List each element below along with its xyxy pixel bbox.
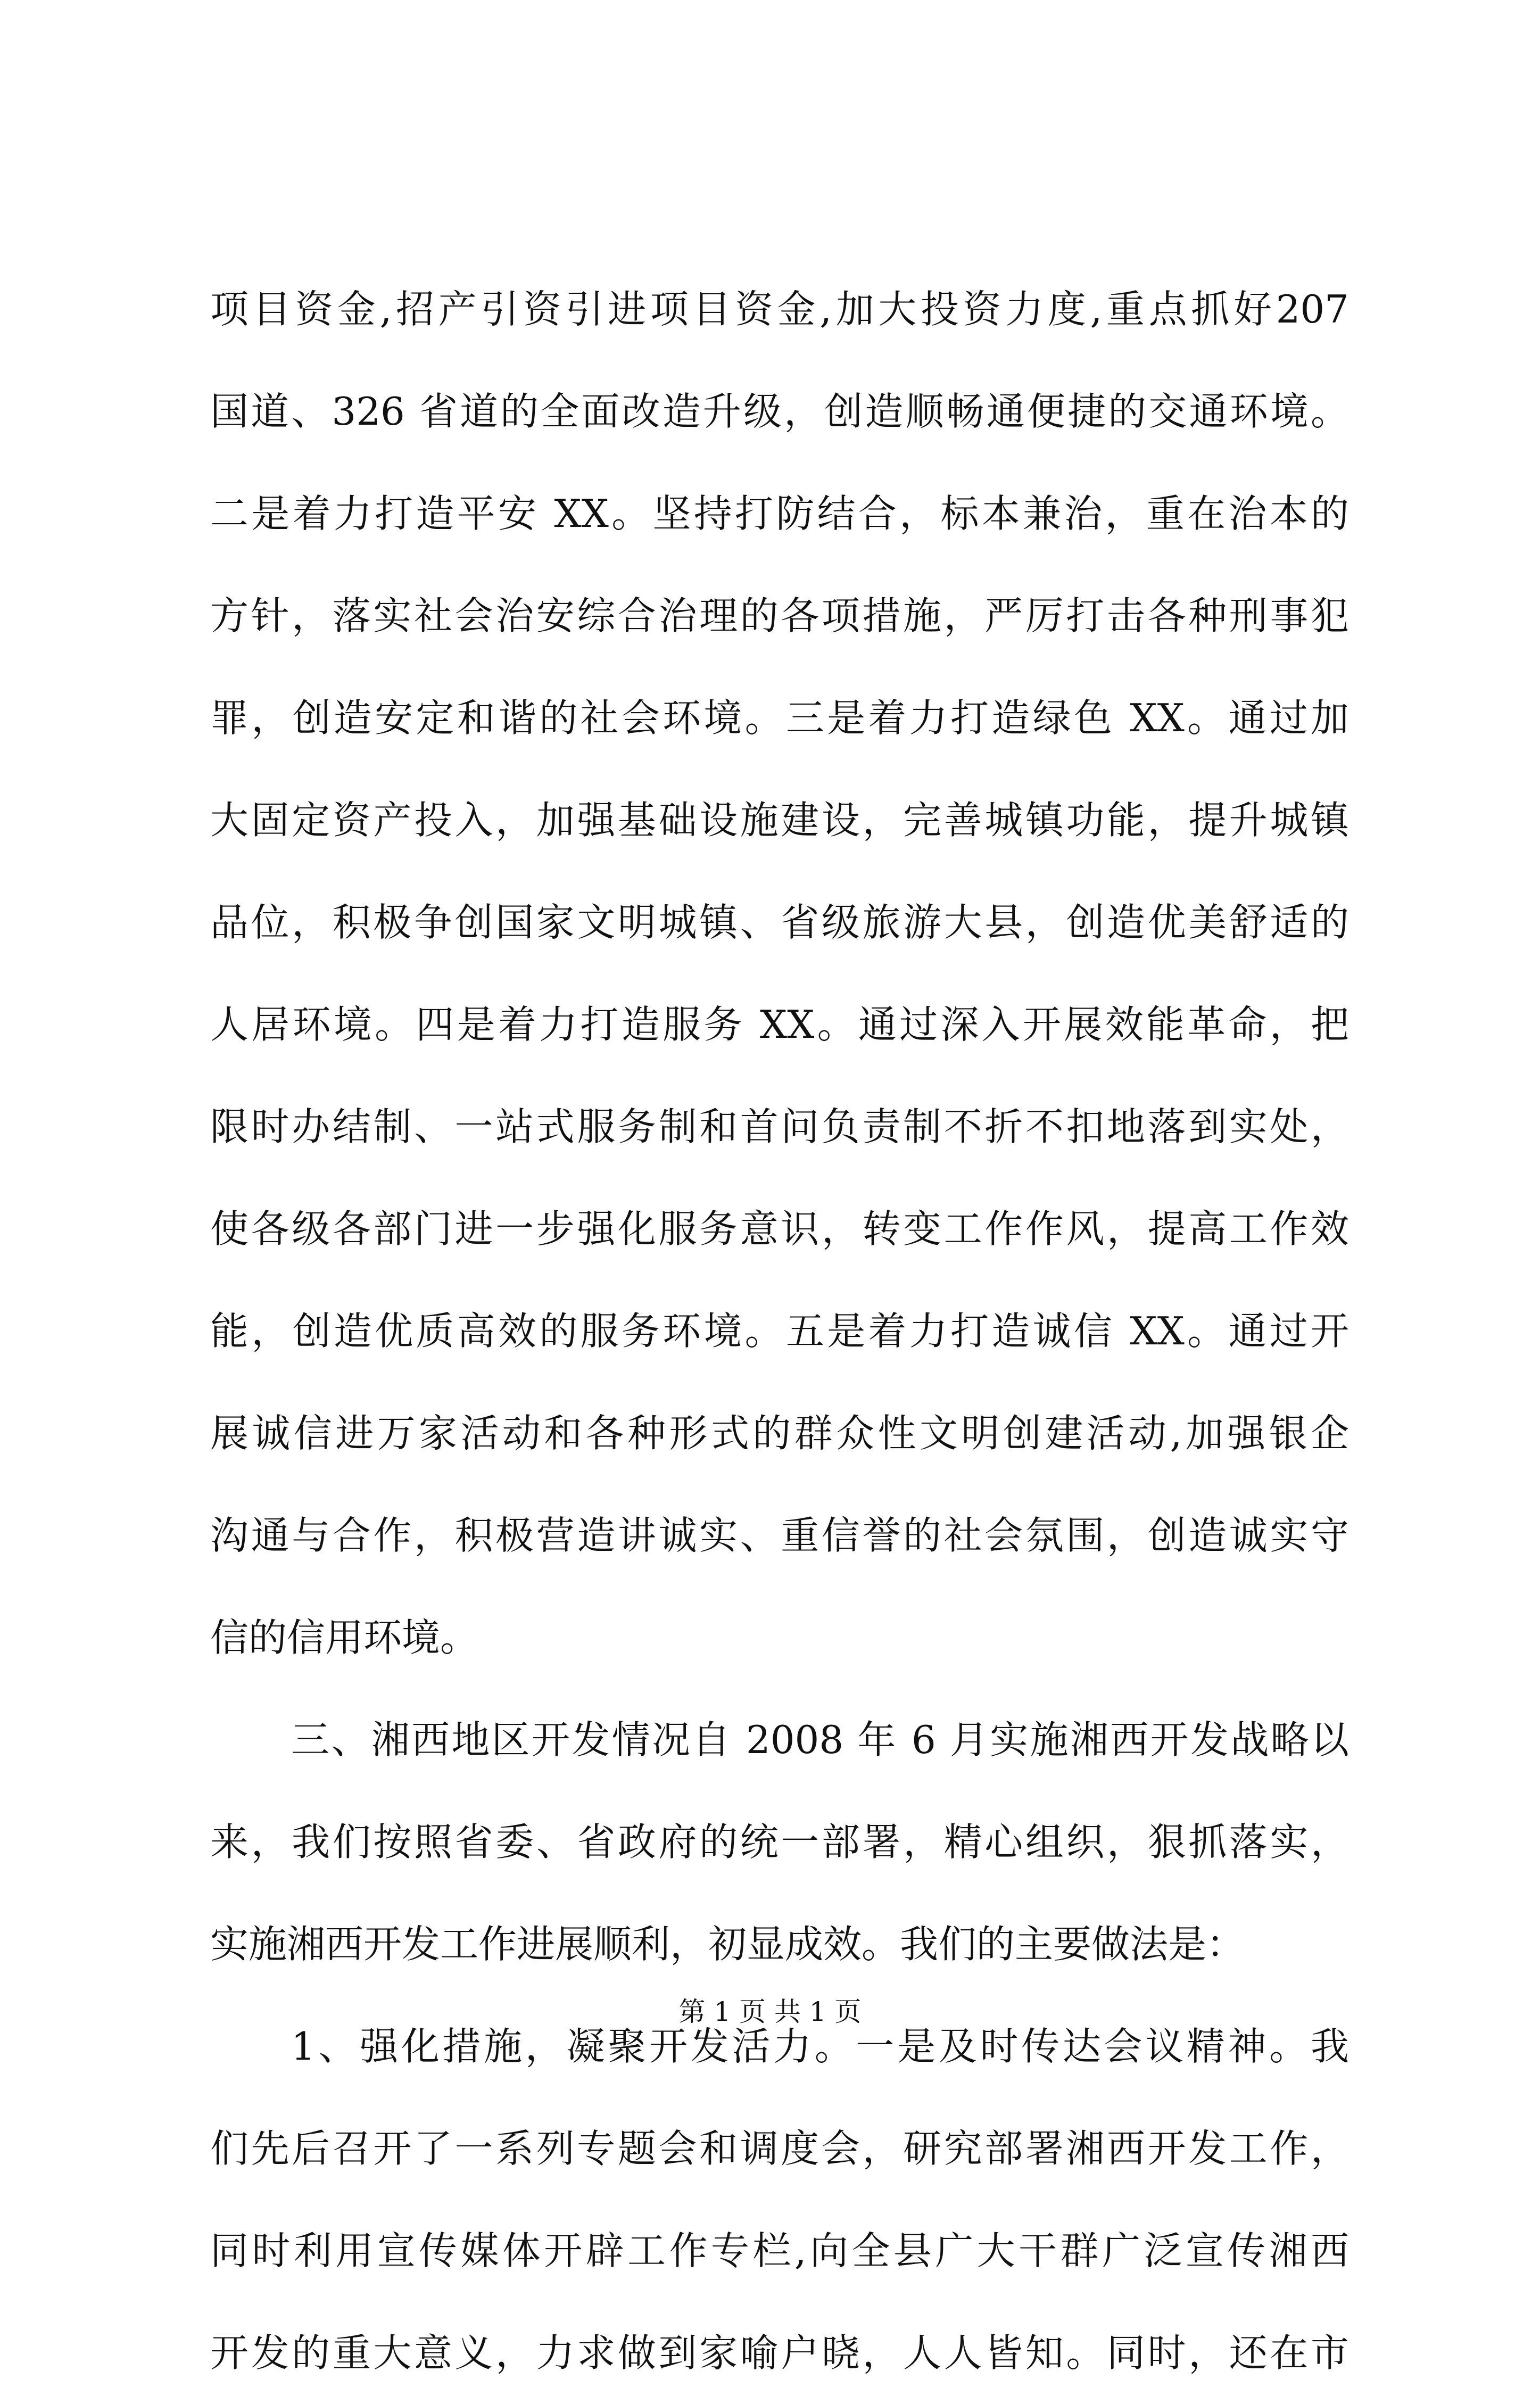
paragraph-start-line: 1、强化措施，凝聚开发活力。一是及时传达会议精神。我 (291, 2024, 1349, 2069)
text-line: 能，创造优质高效的服务环境。五是着力打造诚信 XX。通过开 (210, 1309, 1349, 1353)
text-line: 使各级各部门进一步强化服务意识，转变工作作风，提高工作效 (210, 1207, 1349, 1251)
text-line: 限时办结制、一站式服务制和首问负责制不折不扣地落到实处， (210, 1104, 1349, 1149)
text-line: 大固定资产投入，加强基础设施建设，完善城镇功能，提升城镇 (210, 798, 1349, 842)
text-line: 同时利用宣传媒体开辟工作专栏,向全县广大干群广泛宣传湘西 (210, 2228, 1349, 2273)
text-line: 们先后召开了一系列专题会和调度会，研究部署湘西开发工作， (210, 2126, 1349, 2171)
document-body (210, 258, 1349, 2404)
text-line: 罪，创造安定和谐的社会环境。三是着力打造绿色 XX。通过加 (210, 696, 1349, 740)
text-line: 方针，落实社会治安综合治理的各项措施，严厉打击各种刑事犯 (210, 593, 1349, 638)
text-line: 品位，积极争创国家文明城镇、省级旅游大县，创造优美舒适的 (210, 900, 1349, 945)
text-line: 开发的重大意义，力求做到家喻户晓，人人皆知。同时，还在市 (210, 2331, 1349, 2375)
text-line: 国道、326 省道的全面改造升级，创造顺畅通便捷的交通环境。 (210, 389, 1349, 434)
text-line: 人居环境。四是着力打造服务 XX。通过深入开展效能革命，把 (210, 1002, 1349, 1047)
text-line: 实施湘西开发工作进展顺利，初显成效。我们的主要做法是： (210, 1922, 1245, 1967)
text-line: 来，我们按照省委、省政府的统一部署，精心组织，狠抓落实， (210, 1820, 1349, 1864)
text-line: 项目资金,招产引资引进项目资金,加大投资力度,重点抓好207 (210, 287, 1349, 332)
text-line: 二是着力打造平安 XX。坚持打防结合，标本兼治，重在治本的 (210, 491, 1349, 536)
text-line: 沟通与合作，积极营造讲诚实、重信誉的社会氛围，创造诚实守 (210, 1513, 1349, 1558)
section-heading-line: 三、湘西地区开发情况自 2008 年 6 月实施湘西开发战略以 (291, 1717, 1349, 1762)
text-line: 信的信用环境。 (210, 1615, 479, 1660)
text-line: 展诚信进万家活动和各种形式的群众性文明创建活动,加强银企 (210, 1411, 1349, 1456)
page-number-footer: 第 1 页 共 1 页 (678, 1996, 862, 2027)
